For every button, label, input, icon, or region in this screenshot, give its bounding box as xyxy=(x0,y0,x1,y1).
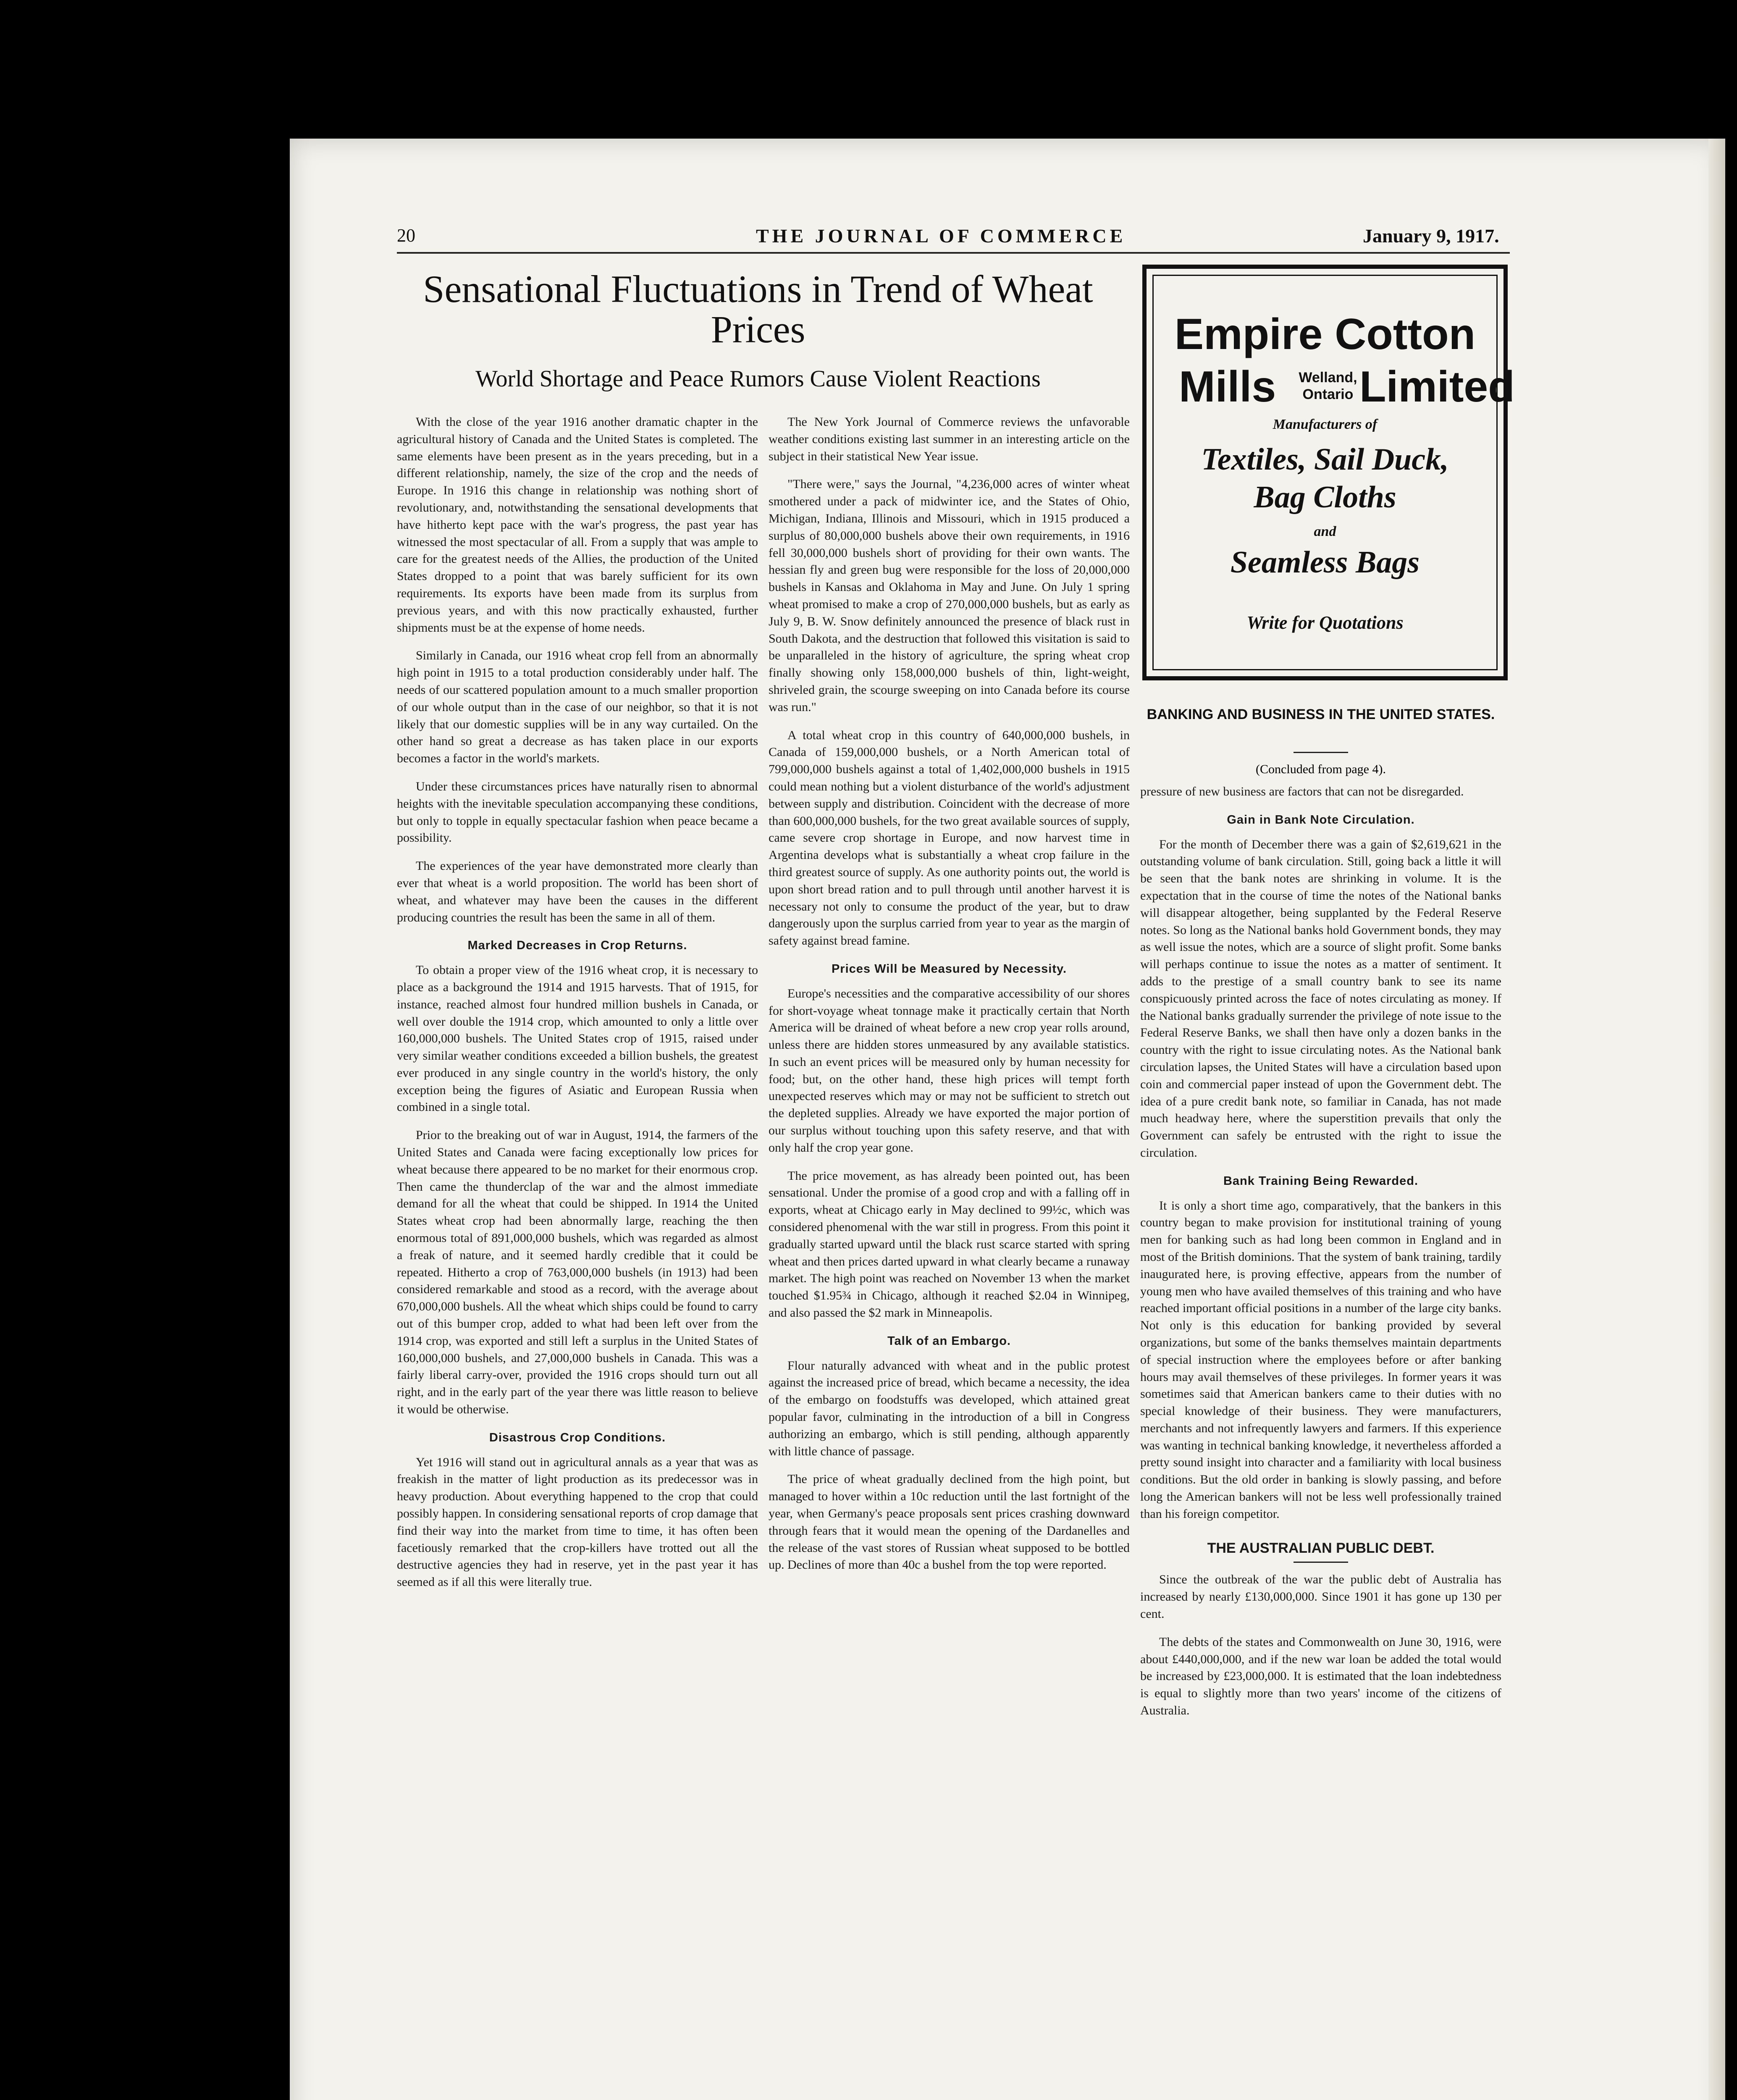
ad-company-limited: Limited xyxy=(1359,362,1515,411)
title-rule xyxy=(1294,1562,1348,1563)
paragraph: The debts of the states and Commonwealth on June 30, 1916, were about £440,000,000, and if the new war loan be added the total would be increased by £23,000,000. It is estimated that the loan indebtedness is equal to slightly more than two years' income of the citizens of Australia. xyxy=(1140,1635,1501,1718)
paragraph: It is only a short time ago, comparatively, that the bankers in this country began to make provision for institutional training of young men for banking such as had long been common in England and in most of the British dominions. That the system of bank training, tardily inaugurated here, is proving effective, appears from the number of young men who have availed themselves of this training and who have reached important official positions in a number of the large city banks. Not only is this education for banking provided by several organizations, but some of the banks themselves maintain departments of special instruction where the employees before or after banking hours may avail themselves of these privileges. In former years it was sometimes said that American bankers came to their duties with no special knowledge of their business. They were manufacturers, merchants and not infrequently lawyers and farmers. If this experience was wanting in technical banking knowledge, it nevertheless afforded a pretty sound insight into character and a familiarity with local business conditions. But the old order in banking is slowly passing, and before long the American bankers will not be less well professionally trained than his foreign competitor. xyxy=(1140,1198,1501,1521)
concluded-note: (Concluded from page 4). xyxy=(1256,762,1386,776)
section-subheading: Gain in Bank Note Circulation. xyxy=(1227,813,1415,827)
ad-product-1: Textiles, Sail Duck, xyxy=(1201,442,1449,477)
paragraph: To obtain a proper view of the 1916 wheat crop, it is necessary to place as a background the 1914 and 1915 harvests. That of 1915, for instance, reached almost four hundred million bushels in Canada, or well over double the 1914 crop, which amounted to only a little over 160,000,000 bushels. The United States crop of 1915, raised under very similar weather conditions exceeded a billion bushels, the greatest ever produced in any single country in the world's history, the only exception being the figures of Asiatic and European Russia when combined in a single total. xyxy=(397,963,758,1114)
section-subheading: Prices Will be Measured by Necessity. xyxy=(831,962,1067,976)
banking-article-title: BANKING AND BUSINESS IN THE UNITED STATES. xyxy=(1147,706,1495,722)
ad-company-name: Empire Cotton xyxy=(1174,310,1476,359)
ad-company-location: Welland, Ontario xyxy=(1299,370,1357,402)
paragraph: "There were," says the Journal, "4,236,000 acres of winter wheat smothered under a pack of midwinter ice, and the States of Ohio, Michigan, Indiana, Illinois and Missouri, which in 1915 produced a surplus of 80,000,000 bushels above their own requirements, in 1916 fell 30,000,000 bushels short of providing for their own wants. The hessian fly and green bug were responsible for the loss of 20,000,000 bushels in Kansas and Oklahoma in May and June. On July 1 spring wheat promised to make a crop of 270,000,000 bushels, but as early as July 9, B. W. Snow definitely announced the presence of black rust in South Dakota, and the destruction that followed this visitation is said to be unparalleled in the history of agriculture, the spring wheat crop finally showing only 158,000,000 bushels of thin, light-weight, shriveled grain, the scourge sweeping on into Canada before its course was run." xyxy=(769,477,1130,714)
ad-product-3: Seamless Bags xyxy=(1230,545,1420,580)
paragraph: The price of wheat gradually declined from the high point, but managed to hover within a 10c reduction until the last fortnight of the year, when Germany's peace proposals sent prices crashing downward through fears that it would mean the opening of the Dardanelles and the release of the vast stores of Russian wheat supposed to be bottled up. Declines of more than 40c a bushel from the top were reported. xyxy=(769,1472,1130,1572)
page-number: 20 xyxy=(397,225,415,246)
paragraph: With the close of the year 1916 another dramatic chapter in the agricultural history of Canada and the United States is completed. The same elements have been present as in the years preceding, but in a different relationship, namely, the size of the crop and the needs of Europe. In 1916 this change in relationship was nothing short of revolutionary, and, notwithstanding the sensational developments that have hitherto kept pace with the war's progress, the past year has witnessed the most spectacular of all. From a supply that was ample to care for the greatest needs of the Allies, the production of the United States dropped to a point that was barely sufficient for its own requirements. Its exports have been made from its surplus from previous years, and with this now practically exhausted, further shipments must be at the expense of home needs. xyxy=(397,415,758,635)
paragraph: The experiences of the year have demonstrated more clearly than ever that wheat is a world proposition. The world has been short of wheat, and whatever may have been the causes in the different producing countries the result has been the same in all of them. xyxy=(397,859,758,924)
article-subhead: World Shortage and Peace Rumors Cause Violent Reactions xyxy=(475,366,1041,392)
article-column-2 xyxy=(769,414,1130,1585)
ad-company-mills: Mills xyxy=(1179,362,1276,411)
advertisement xyxy=(1142,265,1515,680)
paragraph: Yet 1916 will stand out in agricultural annals as a year that was as freakish in the matter of light production as its predecessor was in heavy production. About everything happened to the crop that could possibly happen. In considering sensational reports of crop damage that find their way into the market from time to time, it has often been facetiously remarked that the crop-killers have trotted out all the destructive agencies they had in reserve, yet in the past year it has seemed as if all this were literally true. xyxy=(397,1455,758,1589)
title-rule xyxy=(1294,752,1348,753)
paragraph: Europe's necessities and the comparative accessibility of our shores for short-voyage wheat tonnage make it practically certain that North America will be drained of wheat before a new crop year rolls around, unless there are hidden stores unmeasured by any available statistics. In such an event prices will be measured only by human necessity for food; but, on the other hand, these high prices will tempt forth unexpected reserves which may or may not be sufficient to stretch out the depleted supplies. Already we have exported the major portion of our surplus without touching upon this safety reserve, and that with only half the crop year gone. xyxy=(769,986,1130,1155)
australian-debt-title: THE AUSTRALIAN PUBLIC DEBT. xyxy=(1207,1540,1435,1556)
paragraph: The price movement, as has already been pointed out, has been sensational. Under the promise of a good crop and with a falling off in exports, wheat at Chicago early in May declined to 99½c, which was considered phenomenal with the war still in progress. From this point it gradually started upward until the black rust scarce started with spring wheat and then prices darted upward in what clearly became a runaway market. The high point was reached on November 13 when the market touched $1.95¾ in Chicago, although it reached $2.04 in Winnipeg, and also passed the $2 mark in Minneapolis. xyxy=(769,1168,1130,1320)
paragraph: Flour naturally advanced with wheat and in the public protest against the increased price of bread, which became a necessity, the idea of the embargo on foodstuffs was developed, which attained great popular favor, culminating in the introduction of a bill in Congress authorizing an embargo, which is still pending, although apparently with little chance of passage. xyxy=(769,1358,1130,1458)
article-headline: Sensational Fluctuations in Trend of Wheat Prices xyxy=(423,268,1093,351)
ad-and: and xyxy=(1314,524,1336,539)
ad-inner-border xyxy=(1152,275,1515,670)
section-subheading: Bank Training Being Rewarded. xyxy=(1223,1174,1419,1188)
header-rule xyxy=(397,252,1510,254)
ad-product-2: Bag Cloths xyxy=(1254,480,1396,514)
paragraph: For the month of December there was a gain of $2,619,621 in the outstanding volume of bank circulation. Still, going back a little it will be seen that the bank notes are shrinking in volume. It is the expectation that in the course of time the notes of the National banks will disappear altogether, being supplanted by the Federal Reserve notes. So long as the National banks hold Government bonds, they may as well issue the notes, which are a source of slight profit. Some banks will perhaps continue to issue the notes as a matter of sentiment. It adds to the prestige of a small country bank to see its name conspicuously printed across the face of notes circulating as money. If the National banks gradually surrender the privilege of note issue to the Federal Reserve Banks, we shall then have only a dozen banks in the country with the right to issue circulating notes. As the National bank circulation lapses, the United States will have a circulation based upon coin and commercial paper instead of upon the Government debt. The idea of a pure credit bank note, so familiar in Canada, has not made much headway here, where the superstition prevails that only the Government can safely be entrusted with the right to issue the circulation. xyxy=(1140,837,1501,1160)
paragraph: Similarly in Canada, our 1916 wheat crop fell from an abnormally high point in 1915 to a total production considerably under half. The needs of our scattered population amount to a much smaller proportion of our whole output than in the case of our neighbor, so that it is not likely that our domestic supplies will be in any way curtailed. On the other hand so great a decrease as has taken place in our exports becomes a factor in the world's markets. xyxy=(397,648,758,766)
paragraph: pressure of new business are factors that can not be disregarded. xyxy=(1140,785,1464,798)
section-subheading: Disastrous Crop Conditions. xyxy=(489,1431,666,1444)
paragraph: Prior to the breaking out of war in August, 1914, the farmers of the United States and Canada were facing exceptionally low prices for wheat because there appeared to be no market for their enormous crop. Then came the thunderclap of the war and the almost immediate demand for all the wheat that could be shipped. In 1914 the United States wheat crop had been abnormally large, reaching the then enormous total of 891,000,000 bushels, which was regarded as almost a freak of nature, and it seemed hardly credible that it could be repeated. Hitherto a crop of 763,000,000 bushels (in 1913) had been considered remarkable and stood as a record, with the average about 670,000,000 bushels. All the wheat which ships could be found to carry out of this bumper crop, added to what had been left over from the 1914 crop, was exported and still left a surplus in the United States of 160,000,000 bushels, and 27,000,000 bushels in Canada. This was a fairly liberal carry-over, provided the 1916 crops should turn out all right, and in the early part of the year there was little reason to believe it would be otherwise. xyxy=(397,1128,758,1417)
ad-call-to-action: Write for Quotations xyxy=(1246,612,1404,633)
paragraph: The New York Journal of Commerce reviews the unfavorable weather conditions existing last summer in an interesting article on the subject in their statistical New Year issue. xyxy=(769,415,1130,463)
journal-title: THE JOURNAL OF COMMERCE xyxy=(756,225,1126,247)
article-column-3 xyxy=(1140,783,1501,1730)
ad-manufacturers-of: Manufacturers of xyxy=(1273,417,1378,432)
issue-date: January 9, 1917. xyxy=(1363,225,1499,247)
paragraph: Since the outbreak of the war the public debt of Australia has increased by nearly £130,000,000. Since 1901 it has gone up 130 per cent. xyxy=(1140,1572,1501,1621)
paragraph: Under these circumstances prices have naturally risen to abnormal heights with the inevitable speculation accompanying these conditions, but only to topple in equally spectacular fashion when peace became a possibility. xyxy=(397,779,758,845)
section-subheading: Talk of an Embargo. xyxy=(887,1334,1011,1348)
paragraph: A total wheat crop in this country of 640,000,000 bushels, in Canada of 159,000,000 bushels, or a North American total of 799,000,000 bushels against a total of 1,402,000,000 bushels in 1915 could mean nothing but a violent disturbance of the world's adjustment between supply and distribution. Coincident with the decrease of more than 600,000,000 bushels, for the two great available sources of supply, came severe crop shortage in Europe, and now harvest time in Argentina develops what is substantially a wheat crop failure in the third greatest source of supply. As one authority points out, the world is upon short bread ration and to pull through until another harvest it is necessary not only to consume the product of the year, but to draw dangerously upon the surplus carried from year to year as the margin of safety against bread famine. xyxy=(769,728,1130,948)
article-column-1 xyxy=(397,414,758,1602)
section-subheading: Marked Decreases in Crop Returns. xyxy=(467,939,687,953)
